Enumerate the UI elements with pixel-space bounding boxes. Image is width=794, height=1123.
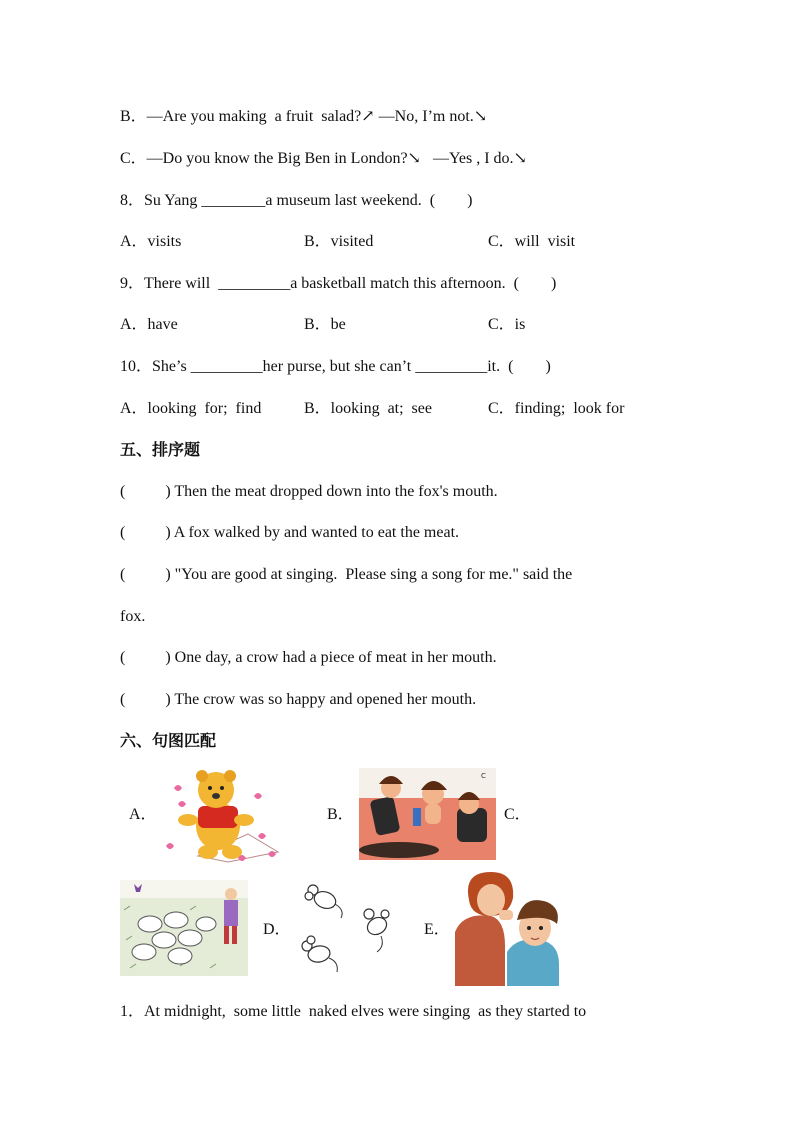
question-10: 10．She’s _________her purse, but she can’t _________it. ( ): [120, 358, 551, 375]
ordering-item: ( ) "You are good at singing. Please sing a song for me." said the: [120, 566, 573, 583]
q9-option-c: C．is: [488, 316, 526, 333]
picture-label-c: C．: [504, 806, 531, 823]
picture-label-e: E．: [424, 921, 450, 938]
question-8: 8．Su Yang ________a museum last weekend. ( ): [120, 192, 473, 209]
ordering-item-continuation: fox.: [120, 608, 146, 625]
q10-option-b: B．looking at; see: [304, 400, 432, 417]
whisper-image: [451, 870, 565, 986]
mice-image: [295, 878, 395, 976]
ordering-item: ( ) A fox walked by and wanted to eat the meat.: [120, 524, 460, 541]
picture-label-b: B．: [327, 806, 354, 823]
option-c-line: C．—Do you know the Big Ben in London?↘ —Yes , I do.↘: [120, 150, 527, 167]
ordering-item: ( ) The crow was so happy and opened her mouth.: [120, 691, 477, 708]
sheep-image: [120, 880, 248, 976]
q8-option-a: A．visits: [120, 233, 182, 250]
question-1: 1．At midnight, some little naked elves were singing as they started to: [120, 1003, 587, 1020]
section-6-title: 六、句图匹配: [120, 731, 217, 750]
ordering-item: ( ) Then the meat dropped down into the fox's mouth.: [120, 483, 498, 500]
q8-option-c: C．will visit: [488, 233, 576, 250]
section-5-title: 五、排序题: [120, 440, 201, 459]
q10-option-a: A．looking for; find: [120, 400, 262, 417]
ordering-item: ( ) One day, a crow had a piece of meat in her mouth.: [120, 649, 497, 666]
picture-label-d: D．: [263, 921, 291, 938]
bear-image: [158, 764, 282, 864]
elves-image: [359, 768, 496, 860]
q10-option-c: C．finding; look for: [488, 400, 625, 417]
q9-option-b: B．be: [304, 316, 346, 333]
option-b-line: B．—Are you making a fruit salad?↗ —No, I’m not.↘: [120, 108, 488, 125]
q8-option-b: B．visited: [304, 233, 374, 250]
question-9: 9．There will _________a basketball match this afternoon. ( ): [120, 275, 557, 292]
svg-text:C: C: [481, 772, 486, 780]
picture-label-a: A．: [129, 806, 157, 823]
q9-option-a: A．have: [120, 316, 178, 333]
